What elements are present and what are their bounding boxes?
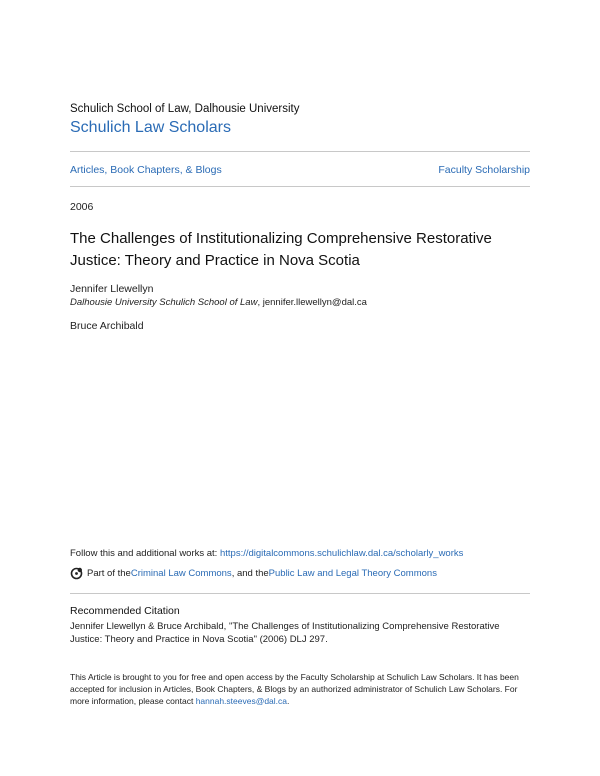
follow-prefix: Follow this and additional works at:: [70, 548, 220, 559]
notice-end: .: [287, 696, 290, 706]
affiliation-text: Dalhousie University Schulich School of Law: [70, 297, 258, 308]
nav-divider: [70, 186, 530, 187]
access-notice: [70, 671, 530, 707]
part-of-middle: , and the: [231, 568, 269, 579]
collection-link[interactable]: Articles, Book Chapters, & Blogs: [70, 164, 222, 176]
follow-line: [70, 548, 463, 559]
follow-url-link[interactable]: https://digitalcommons.schulichlaw.dal.ca/scholarly_works: [219, 548, 464, 559]
repository-link[interactable]: Schulich Law Scholars: [70, 119, 231, 136]
article-title: The Challenges of Institutionalizing Comprehensive Restorative Justice: Theory and Practice in Nova Scotia: [70, 230, 492, 269]
public-law-commons-link[interactable]: Public Law and Legal Theory Commons: [268, 568, 437, 579]
contact-email-link[interactable]: hannah.steeves@dal.ca: [195, 696, 288, 706]
part-of-prefix: Part of the: [87, 568, 131, 579]
citation-divider: [70, 593, 530, 594]
part-of-line: [70, 567, 437, 580]
author-affiliation: [70, 297, 367, 308]
category-link[interactable]: Faculty Scholarship: [438, 164, 530, 176]
author-name-2: Bruce Archibald: [70, 320, 144, 332]
institution-name: Schulich School of Law, Dalhousie University: [70, 103, 300, 115]
citation-heading: Recommended Citation: [70, 605, 180, 617]
affiliation-separator: ,: [257, 297, 263, 308]
author-email[interactable]: jennifer.llewellyn@dal.ca: [262, 297, 367, 308]
author-name: Jennifer Llewellyn: [70, 283, 154, 295]
publication-year: 2006: [70, 201, 94, 213]
notice-text: This Article is brought to you for free and open access by the Faculty Scholarship at Schulich Law Scholars. It has been accepted for inclusion in Articles, Book Chapters, & Blogs by an authorized administrator of Schulich Law Scholars. For more information, please contact: [70, 672, 519, 706]
citation-text: Jennifer Llewellyn & Bruce Archibald, "The Challenges of Institutionalizing Comprehensive Restorative Justice: Theory and Practice in Nova Scotia" (2006) DLJ 297.: [70, 621, 500, 645]
criminal-law-commons-link[interactable]: Criminal Law Commons: [130, 568, 232, 579]
top-divider: [70, 151, 530, 152]
commons-network-icon: [70, 567, 83, 580]
